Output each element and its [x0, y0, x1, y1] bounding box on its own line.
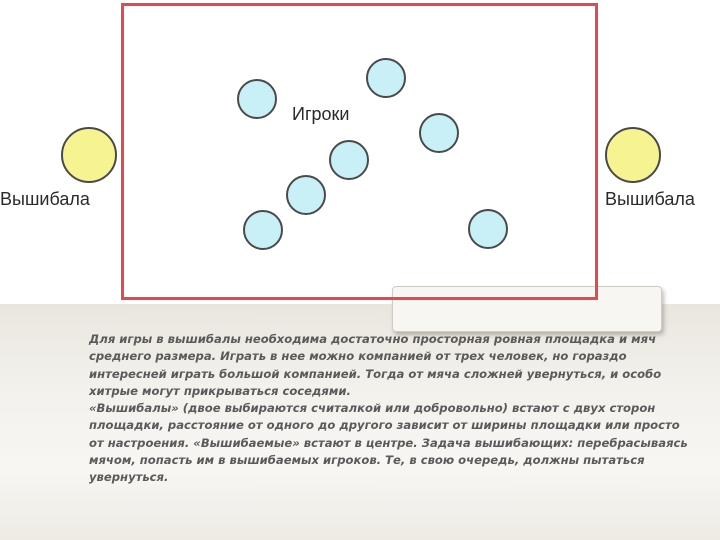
player-circle	[286, 175, 326, 215]
dodger-circle-right	[605, 127, 661, 183]
dodger-circle-left	[61, 127, 117, 183]
player-circle	[237, 79, 277, 119]
description-text	[89, 331, 689, 487]
player-circle	[243, 210, 283, 250]
paragraph-rules-roles: «Вышибалы» (двое выбираются считалкой или добровольно) встают с двух сторон площадки, расстояние от одного до другого зависит от ширины площадки или просто от настроения. «Вышибаемые» встают в центре. Задача вышибающих: перебрасываясь мячом, попасть им в вышибаемых игроков. Те, в свою очередь, должны пытаться увернуться.	[89, 401, 688, 485]
dodger-left-label: Вышибала	[0, 189, 90, 209]
paragraph-rules-intro: Для игры в вышибалы необходима достаточно просторная ровная площадка и мяч среднего размера. Играть в нее можно компанией от трех человек, но гораздо интересней играть большой компанией. Тогда от мяча сложней увернуться, и особо хитрые могут прикрываться соседями.	[89, 332, 662, 398]
player-circle	[419, 113, 459, 153]
dodger-right-label: Вышибала	[605, 189, 695, 209]
player-circle	[366, 58, 406, 98]
player-circle	[468, 209, 508, 249]
player-circle	[329, 140, 369, 180]
players-label: Игроки	[292, 104, 350, 124]
